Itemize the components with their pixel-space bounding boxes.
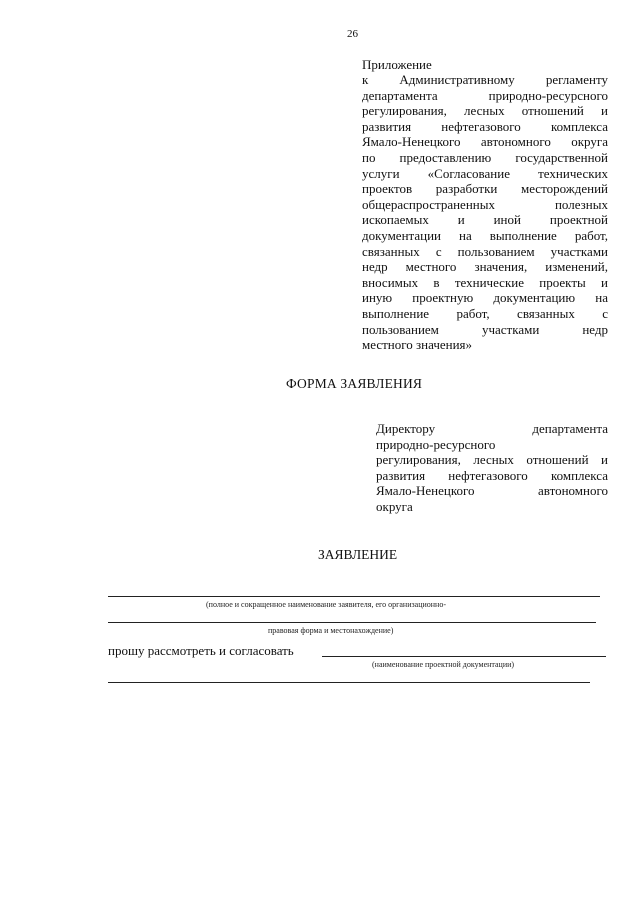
addressee-line: развития нефтегазового комплекса: [376, 467, 608, 483]
project-doc-caption: (наименование проектной документации): [372, 660, 515, 669]
project-doc-fill-line: [322, 656, 606, 657]
appendix-line: связанных с пользованием участками: [362, 243, 608, 259]
addressee-block: [376, 421, 608, 515]
applicant-caption-2: правовая форма и местонахождение): [268, 626, 394, 635]
appendix-line: услуги «Согласование технических: [362, 165, 608, 181]
appendix-title: Приложение: [362, 57, 432, 72]
appendix-line: развития нефтегазового комплекса: [362, 118, 608, 134]
appendix-line: недр местного значения, изменений,: [362, 259, 608, 275]
addressee-line: округа: [376, 498, 413, 514]
appendix-line: к Административному регламенту: [362, 72, 608, 87]
appendix-line: по предоставлению государственной: [362, 149, 608, 165]
appendix-text: [362, 72, 608, 353]
appendix-line: ископаемых и иной проектной: [362, 212, 608, 228]
addressee-line: регулирования, лесных отношений и: [376, 452, 608, 468]
appendix-line: местного значения»: [362, 337, 473, 353]
applicant-fill-line: [108, 596, 600, 597]
form-title: ФОРМА ЗАЯВЛЕНИЯ: [286, 376, 423, 391]
appendix-line: общераспространенных полезных: [362, 196, 608, 212]
applicant-fill-line: [108, 622, 596, 623]
appendix-line: иную проектную документацию на: [362, 290, 608, 306]
addressee-line: Ямало-Ненецкого автономного: [376, 483, 608, 499]
addressee-line: Директору департамента: [376, 421, 608, 436]
addressee-line: природно-ресурсного: [376, 436, 496, 452]
appendix-line: пользованием участками недр: [362, 321, 608, 337]
applicant-caption-1: (полное и сокращенное наименование заявителя, его организационно-: [206, 600, 446, 609]
request-text: прошу рассмотреть и согласовать: [108, 643, 294, 658]
appendix-line: регулирования, лесных отношений и: [362, 103, 608, 119]
appendix-line: вносимых в технические проекты и: [362, 274, 608, 290]
appendix-line: Ямало-Ненецкого автономного округа: [362, 134, 608, 150]
project-doc-fill-line-2: [108, 682, 590, 683]
appendix-line: выполнение работ, связанных с: [362, 305, 608, 321]
statement-title: ЗАЯВЛЕНИЕ: [318, 547, 398, 562]
page-number: 26: [347, 28, 358, 40]
appendix-line: документации на выполнение работ,: [362, 227, 608, 243]
appendix-line: департамента природно-ресурсного: [362, 87, 608, 103]
appendix-line: проектов разработки месторождений: [362, 181, 608, 197]
